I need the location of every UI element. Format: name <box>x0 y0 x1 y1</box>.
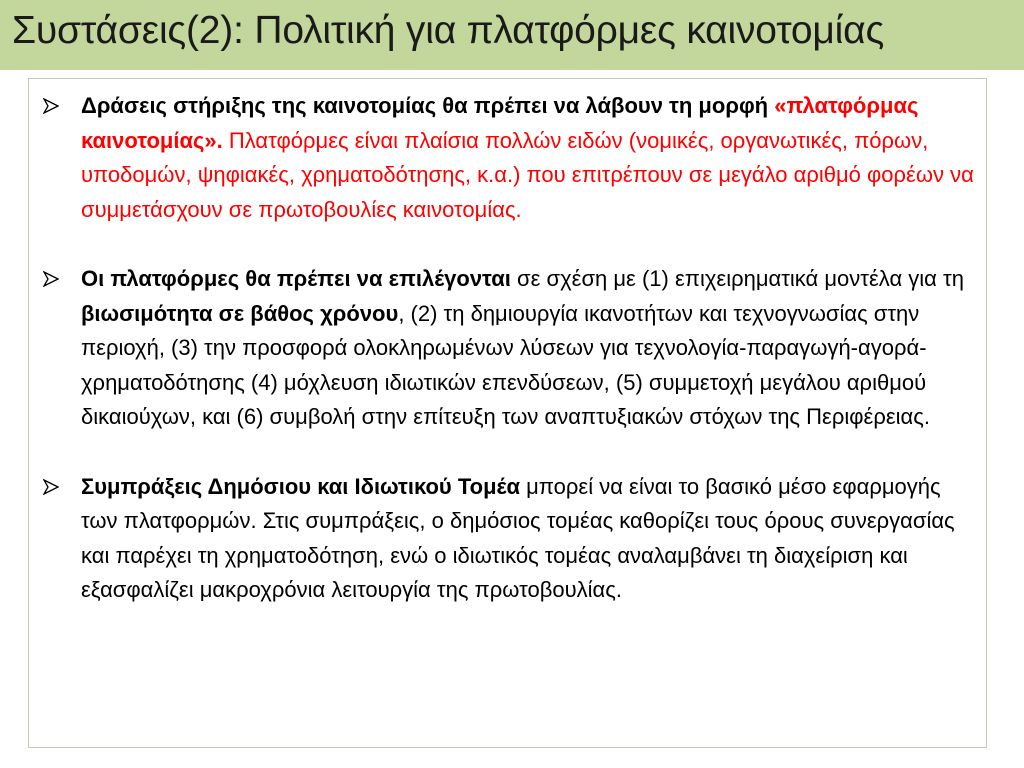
bullet-item-platform-selection <box>38 262 978 435</box>
slide-title: Συστάσεις(2): Πολιτική για πλατφόρμες καινοτομίας <box>12 9 885 52</box>
arrowhead-bullet-icon <box>43 479 59 495</box>
bullet-1-bold-lead: Δράσεις στήριξης της καινοτομίας θα πρέπει να λάβουν τη μορφή <box>81 93 775 118</box>
arrowhead-bullet-icon <box>43 98 59 114</box>
arrowhead-bullet-icon <box>43 271 59 287</box>
bullet-1-red-text: Πλατφόρμες είναι πλαίσια πολλών ειδών (νομικές, οργανωτικές, πόρων, υποδομών, ψηφιακές, χρηματοδότησης, κ.α.) που επιτρέπουν σε μεγάλο αριθμό φορέων να συμμετάσχουν σε πρωτοβουλίες καινοτομίας. <box>81 127 974 222</box>
bullet-2-bold-lead: Οι πλατφόρμες θα πρέπει να επιλέγονται <box>81 266 511 291</box>
bullet-2-text-2: , (2) τη δημιουργία ικανοτήτων και τεχνογνωσίας στην περιοχή, (3) την προσφορά ολοκληρωμένων λύσεων για τεχνολογία-παραγωγή-αγορά-χρηματοδότησης (4) μόχλευση ιδιωτικών επενδύσεων, (5) συμμετοχή μεγάλου αριθμού δικαιούχων, και (6) συμβολή στην επίτευξη των αναπτυξιακών στόχων της Περιφέρειας. <box>81 300 930 429</box>
bullet-list <box>38 89 978 608</box>
bullet-2-text-1: σε σχέση με (1) επιχειρηματικά μοντέλα για τη <box>510 266 964 291</box>
bullet-1-red-bold: «πλατφόρμας καινοτομίας». <box>81 93 919 153</box>
bullet-item-innovation-platforms <box>38 89 978 227</box>
bullet-3-text: μπορεί να είναι το βασικό μέσο εφαρμογής των πλατφορμών. Στις συμπράξεις, ο δημόσιος τομέας καθορίζει τους όρους συνεργασίας και παρέχει τη χρηματοδότηση, ενώ ο ιδιωτικός τομέας αναλαμβάνει τη διαχείριση και εξασφαλίζει μακροχρόνια λειτουργία της πρωτοβουλίας. <box>81 473 955 602</box>
bullet-3-bold-lead: Συμπράξεις Δημόσιου και Ιδιωτικού Τομέα <box>81 473 521 499</box>
title-bar <box>0 0 1024 70</box>
bullet-item-public-private-partnerships <box>38 470 978 608</box>
bullet-2-bold-mid: βιωσιμότητα σε βάθος χρόνου <box>81 300 399 326</box>
